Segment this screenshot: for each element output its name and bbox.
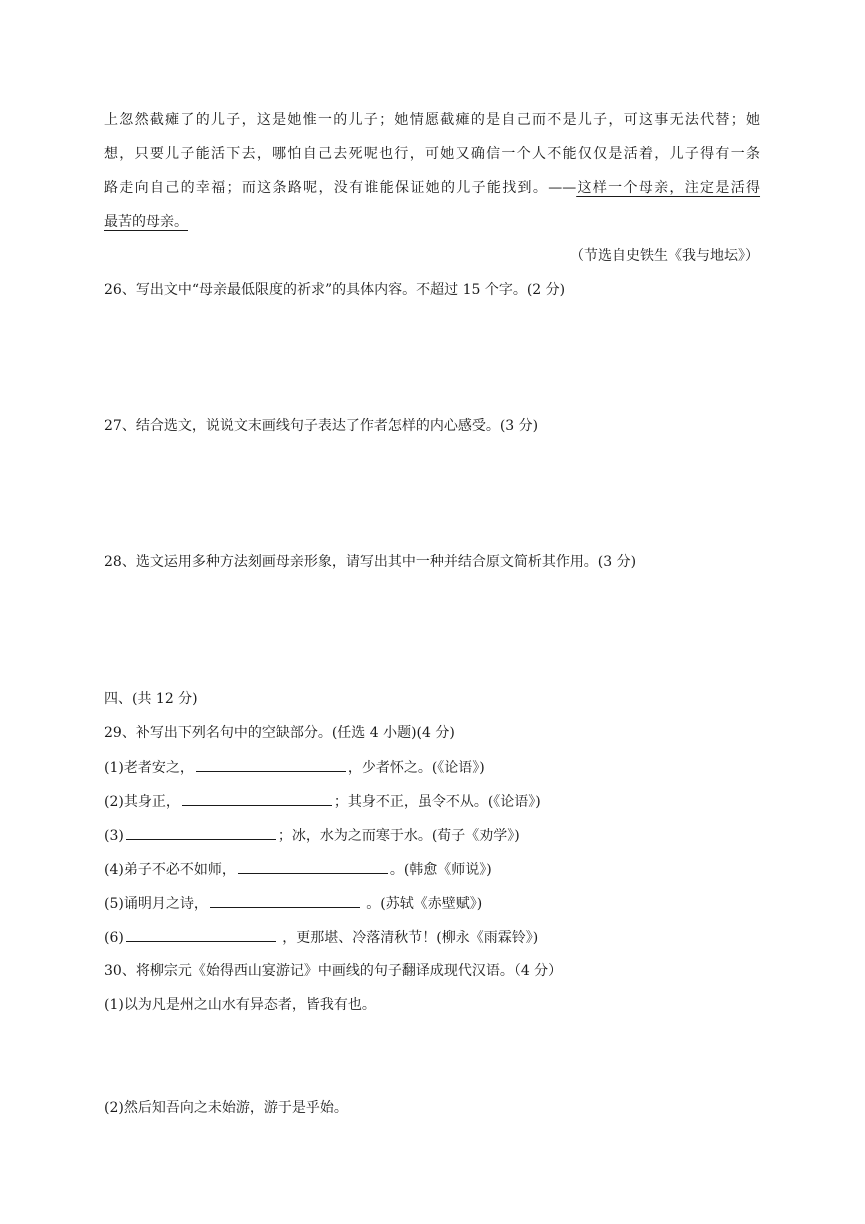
q29-item-4-blank[interactable] xyxy=(238,859,388,874)
passage-line-3 xyxy=(104,178,760,198)
passage-line-1: 上忽然截瘫了的儿子，这是她惟一的儿子；她情愿截瘫的是自己而不是儿子，可这事无法代替；她 xyxy=(104,112,760,128)
q29-item-6-before: (6) xyxy=(104,930,124,946)
q29-item-5-before: (5)诵明月之诗， xyxy=(104,896,208,912)
q29-item-1-after: ，少者怀之。(《论语》) xyxy=(347,760,485,776)
q29-item-2-after: ；其身不正，虽令不从。(《论语》) xyxy=(333,794,541,810)
question-26: 26、写出文中“母亲最低限度的祈求”的具体内容。不超过 15 个字。(2 分) xyxy=(104,282,566,298)
passage-source: （节选自史铁生《我与地坛》） xyxy=(570,248,759,264)
q29-item-6 xyxy=(104,927,538,948)
underlined-sentence-part-1: 这样一个母亲，注定是活得 xyxy=(576,180,761,196)
q29-item-1-blank[interactable] xyxy=(196,757,346,772)
question-28: 28、选文运用多种方法刻画母亲形象，请写出其中一种并结合原文简析其作用。(3 分) xyxy=(104,554,637,570)
q30-item-2: (2)然后知吾向之未始游，游于是乎始。 xyxy=(104,1100,348,1116)
q29-item-3-before: (3) xyxy=(104,828,124,844)
q29-item-5-after: 。(苏轼《赤壁赋》) xyxy=(361,896,483,912)
q29-item-4-before: (4)弟子不必不如师， xyxy=(104,862,236,878)
q29-item-1-before: (1)老者安之， xyxy=(104,760,194,776)
q29-item-5-blank[interactable] xyxy=(210,893,360,908)
passage-line-2: 想，只要儿子能活下去，哪怕自己去死呢也行，可她又确信一个人不能仅仅是活着，儿子得有一条 xyxy=(104,146,760,162)
q29-item-2-before: (2)其身正， xyxy=(104,794,180,810)
passage-line-4 xyxy=(104,212,188,232)
q29-item-4 xyxy=(104,859,492,880)
q30-item-1: (1)以为凡是州之山水有异态者，皆我有也。 xyxy=(104,997,376,1013)
q29-item-2-blank[interactable] xyxy=(182,791,332,806)
q29-item-3 xyxy=(104,825,520,846)
q29-item-1 xyxy=(104,757,485,778)
passage-line-3-text: 路走向自己的幸福；而这条路呢，没有谁能保证她的儿子能找到。—— xyxy=(104,180,577,196)
question-27: 27、结合选文，说说文末画线句子表达了作者怎样的内心感受。(3 分) xyxy=(104,418,539,434)
q29-item-6-blank[interactable] xyxy=(126,927,276,942)
underlined-sentence-part-2: 最苦的母亲。 xyxy=(104,214,188,230)
section-4-heading: 四、(共 12 分) xyxy=(104,691,198,707)
q29-item-2 xyxy=(104,791,541,812)
q29-item-5 xyxy=(104,893,482,914)
q29-item-6-after: ，更那堪、冷落清秋节！(柳永《雨霖铃》) xyxy=(277,930,539,946)
q29-item-4-after: 。(韩愈《师说》) xyxy=(389,862,492,878)
question-29-title: 29、补写出下列名句中的空缺部分。(任选 4 小题)(4 分) xyxy=(104,725,455,741)
question-30-title: 30、将柳宗元《始得西山宴游记》中画线的句子翻译成现代汉语。（4 分） xyxy=(104,963,563,979)
q29-item-3-blank[interactable] xyxy=(126,825,276,840)
q29-item-3-after: ；冰，水为之而寒于水。(荀子《劝学》) xyxy=(277,828,520,844)
